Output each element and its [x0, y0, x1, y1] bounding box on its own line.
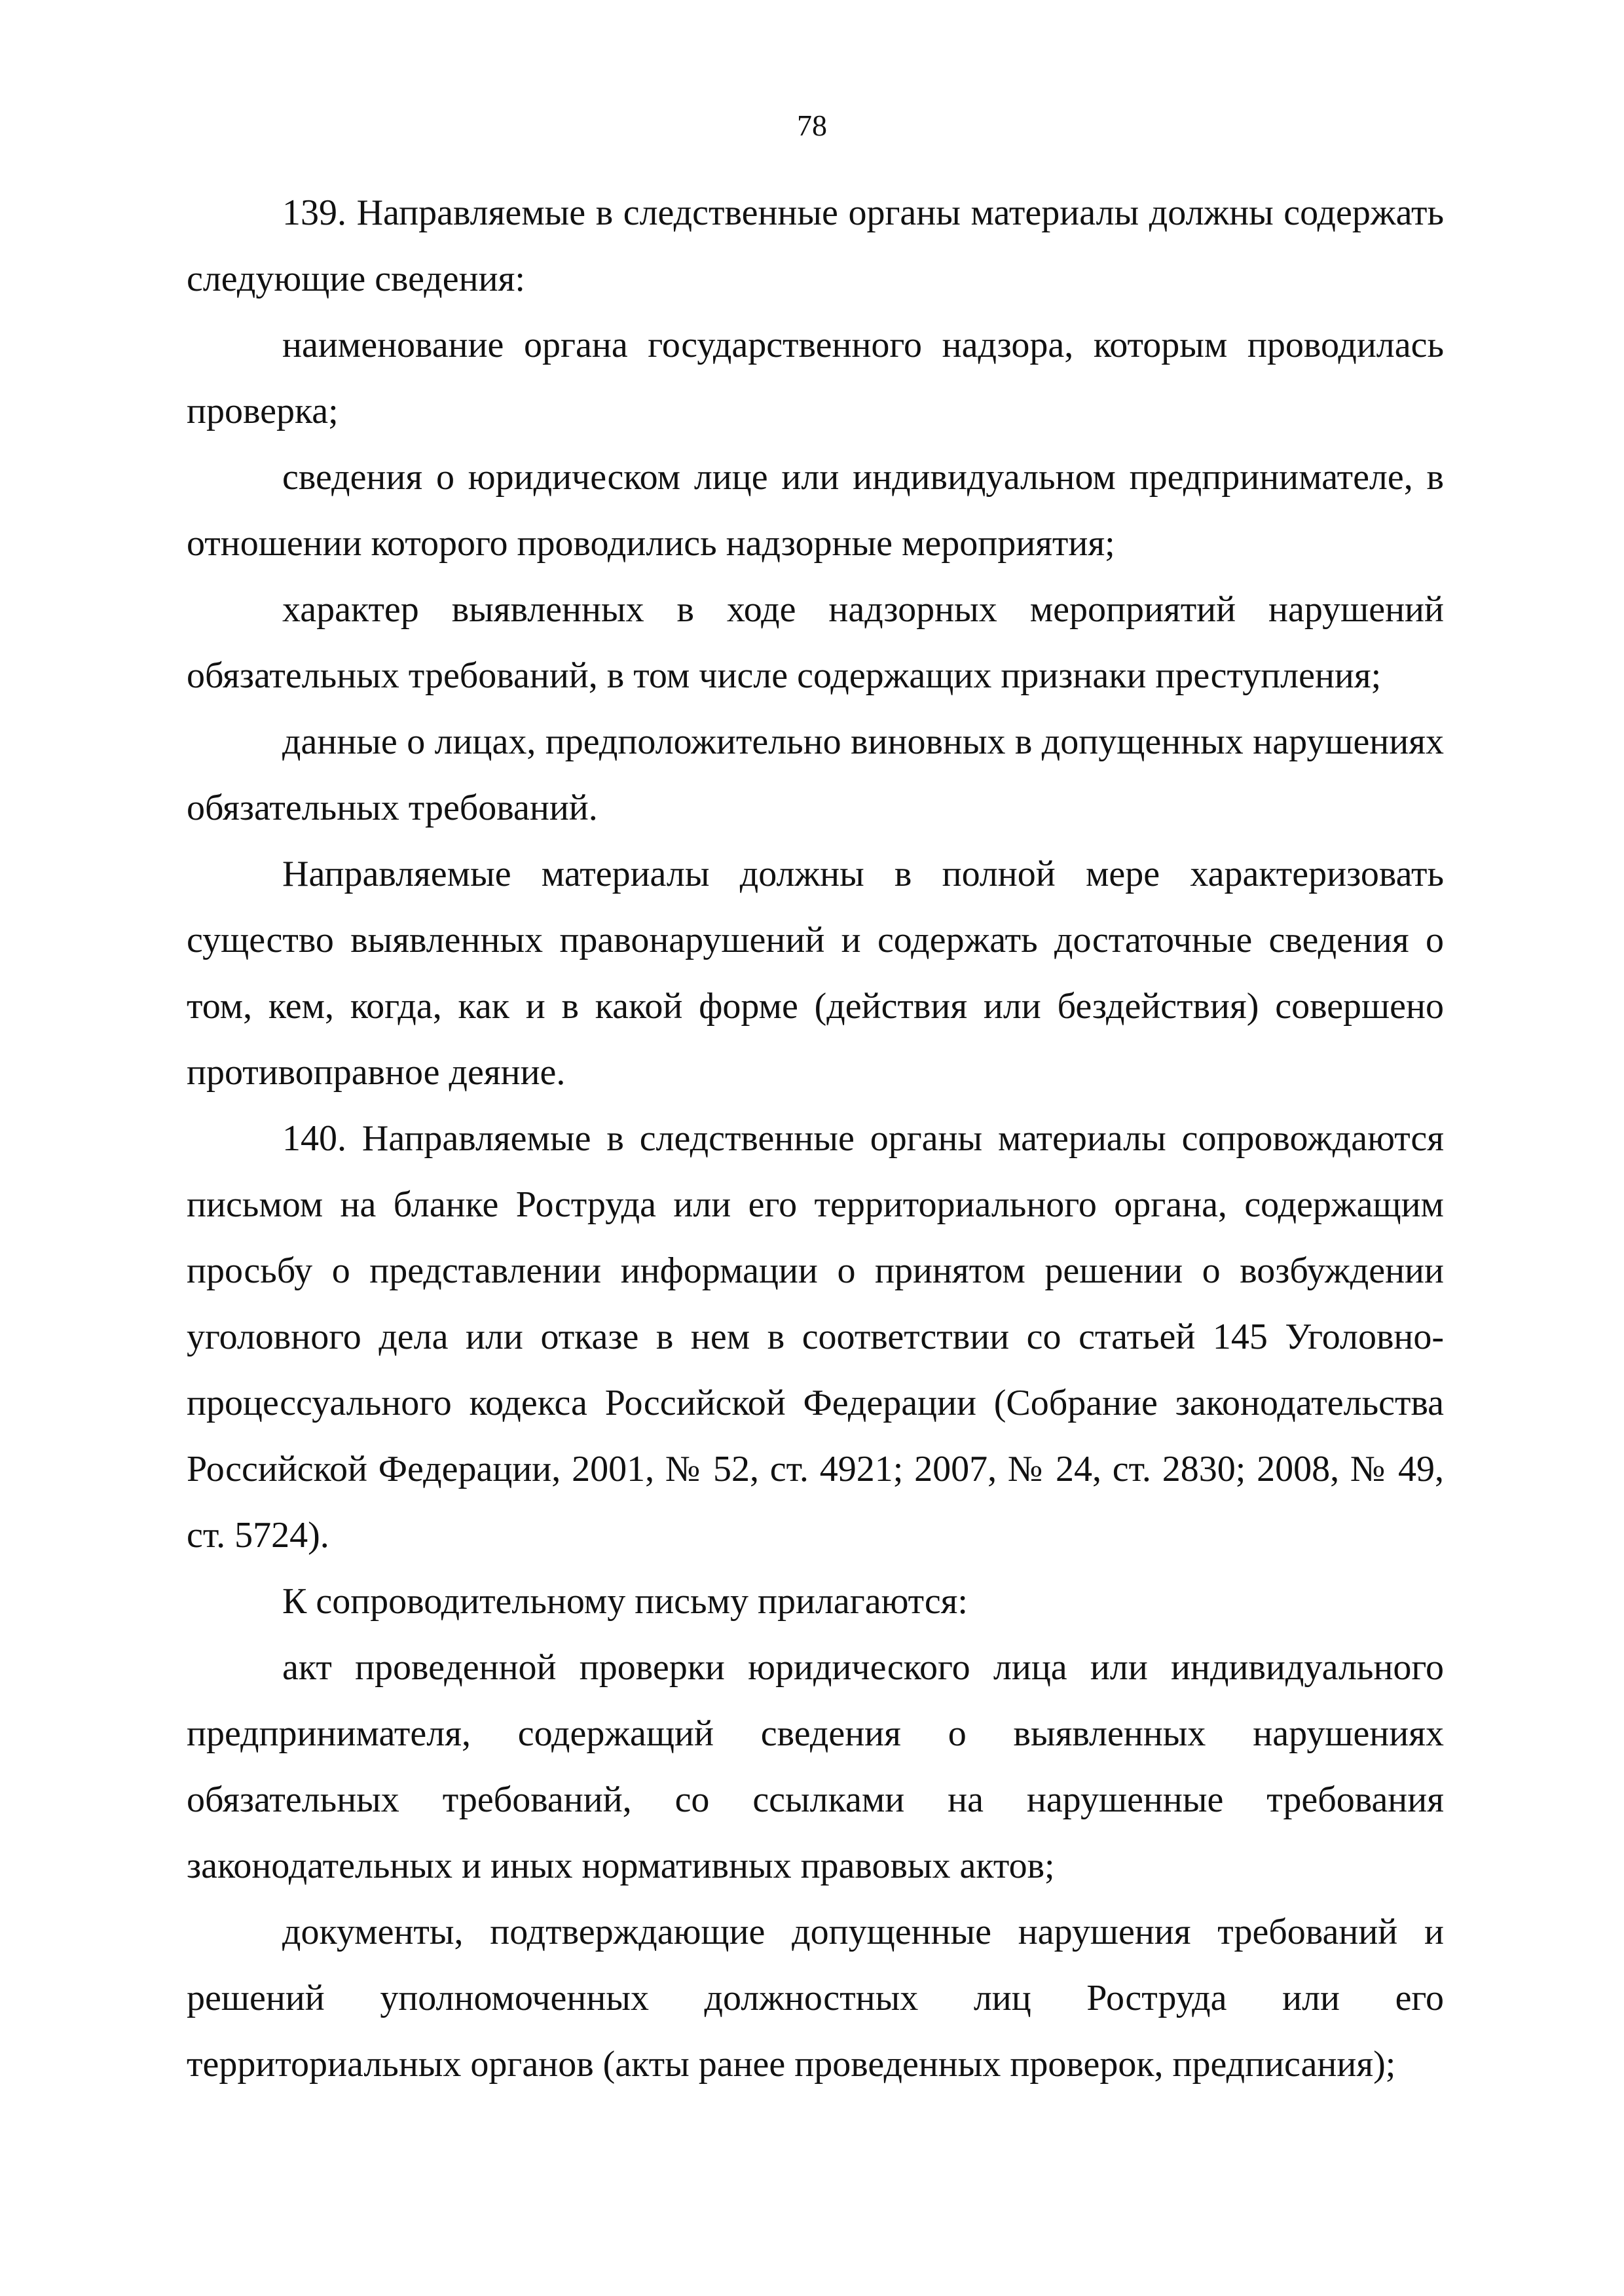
paragraph-attachment-inspection-act: акт проведенной проверки юридического лица или индивидуального предпринимателя, содержащий сведения о выявленных нарушениях обязательных требований, со ссылками на нарушенные требования законодательных и иных нормативных правовых актов;	[187, 1647, 1444, 1886]
paragraph-item-persons-data: данные о лицах, предположительно виновных в допущенных нарушениях обязательных требований.	[187, 721, 1444, 828]
paragraph-item-entity-info: сведения о юридическом лице или индивидуальном предпринимателе, в отношении которого проводились надзорные мероприятия;	[187, 457, 1444, 564]
paragraph-materials-characterization: Направляемые материалы должны в полной мере характеризовать существо выявленных правонарушений и содержать достаточные сведения о том, кем, когда, как и в какой форме (действия или бездействия) совершено противоправное деяние.	[187, 854, 1444, 1093]
paragraph-attachments-intro: К сопроводительному письму прилагаются:	[282, 1581, 968, 1622]
paragraph-139-intro: 139. Направляемые в следственные органы материалы должны содержать следующие сведения:	[187, 192, 1444, 299]
paragraph-140: 140. Направляемые в следственные органы материалы сопровождаются письмом на бланке Роструда или его территориального органа, содержащим просьбу о представлении информации о принятом решении о возбуждении уголовного дела или отказе в нем в соответствии со статьей 145 Уголовно-процессуального кодекса Российской Федерации (Собрание законодательства Российской Федерации, 2001, № 52, ст. 4921; 2007, № 24, ст. 2830; 2008, № 49, ст. 5724).	[187, 1118, 1444, 1556]
paragraph-attachment-documents: документы, подтверждающие допущенные нарушения требований и решений уполномоченных должностных лиц Роструда или его территориальных органов (акты ранее проведенных проверок, предписания);	[187, 1912, 1444, 2085]
paragraph-item-violations-nature: характер выявленных в ходе надзорных мероприятий нарушений обязательных требований, в том числе содержащих признаки преступления;	[187, 589, 1444, 696]
page-number: 78	[797, 109, 827, 142]
document-body	[187, 180, 1444, 2098]
paragraph-item-authority-name: наименование органа государственного надзора, которым проводилась проверка;	[187, 325, 1444, 431]
